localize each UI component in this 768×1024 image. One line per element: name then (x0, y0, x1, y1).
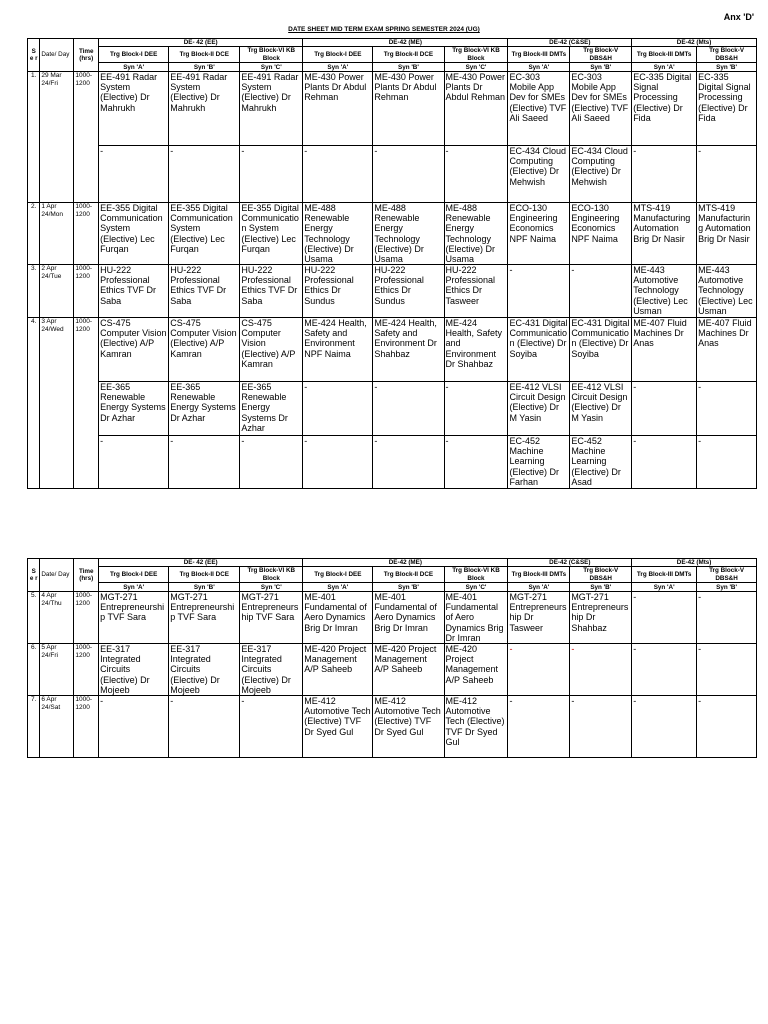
exam-cell: HU-222 Professional Ethics Dr Sundus (303, 265, 373, 318)
exam-cell: HU-222 Professional Ethics Dr Tasweer (444, 265, 508, 318)
exam-cell: MGT-271 Entrepreneurship Dr Tasweer (508, 592, 570, 644)
exam-cell: EC-335 Digital Signal Processing (Elective) Dr Fida (632, 72, 697, 146)
exam-row (28, 318, 757, 382)
exam-cell: - (697, 382, 757, 436)
header-syn: Syn 'B' (570, 583, 632, 592)
exam-cell: - (240, 696, 303, 758)
exam-cell: EC-431 Digital Communication (Elective) Dr Soyiba (508, 318, 570, 382)
header-syn: Syn 'A' (303, 63, 373, 72)
exam-cell: - (632, 696, 697, 758)
exam-cell: EE-355 Digital Communication System (Elective) Lec Furqan (99, 203, 169, 265)
header-block: Trg Block-VI KB Block (444, 567, 508, 583)
exam-cell: CS-475 Computer Vision (Elective) A/P Kamran (99, 318, 169, 382)
exam-cell: ME-420 Project Management A/P Saheeb (303, 644, 373, 696)
header-row-syns (28, 583, 757, 592)
exam-cell: ME-488 Renewable Energy Technology (Elective) Dr Usama (444, 203, 508, 265)
exam-cell: ECO-130 Engineering Economics NPF Naima (508, 203, 570, 265)
exam-cell: EE-491 Radar System (Elective) Dr Mahrukh (240, 72, 303, 146)
header-row-blocks (28, 47, 757, 63)
exam-cell: CS-475 Computer Vision (Elective) A/P Kamran (169, 318, 240, 382)
exam-cell: EC-431 Digital Communication (Elective) Dr Soyiba (570, 318, 632, 382)
header-syn: Syn 'B' (697, 63, 757, 72)
header-block: Trg Block-III DMTs (508, 47, 570, 63)
exam-row (28, 265, 757, 318)
header-syn: Syn 'B' (570, 63, 632, 72)
exam-row (28, 203, 757, 265)
exam-cell: MGT-271 Entrepreneurship TVF Sara (99, 592, 169, 644)
header-block: Trg Block-III DMTs (632, 567, 697, 583)
exam-time: 1000-1200 (74, 72, 99, 203)
exam-cell: EE-365 Renewable Energy Systems Dr Azhar (99, 382, 169, 436)
exam-cell: - (169, 436, 240, 489)
exam-date: 3 Apr 24/Wed (40, 318, 74, 489)
header-group: DE-42 (ME) (303, 39, 508, 47)
date-sheet-table-1 (27, 38, 757, 489)
header-row-groups (28, 39, 757, 47)
exam-cell: ME-424 Health, Safety and Environment Dr Shahbaz (444, 318, 508, 382)
exam-row (28, 644, 757, 696)
exam-cell: - (303, 146, 373, 203)
header-group: DE-42 (ME) (303, 559, 508, 567)
header-date: Date/ Day (40, 559, 74, 592)
exam-cell: MGT-271 Entrepreneurship Dr Shahbaz (570, 592, 632, 644)
exam-cell: ME-488 Renewable Energy Technology (Elective) Dr Usama (373, 203, 444, 265)
serial-number: 7. (28, 696, 40, 758)
exam-cell: - (697, 644, 757, 696)
exam-cell: - (444, 382, 508, 436)
header-date: Date/ Day (40, 39, 74, 72)
exam-time: 1000-1200 (74, 203, 99, 265)
header-syn: Syn 'A' (303, 583, 373, 592)
serial-number: 3. (28, 265, 40, 318)
header-block: Trg Block-VI KB Block (240, 567, 303, 583)
exam-cell: ME-407 Fluid Machines Dr Anas (697, 318, 757, 382)
exam-row (28, 436, 757, 489)
exam-cell: ME-407 Fluid Machines Dr Anas (632, 318, 697, 382)
header-syn: Syn 'A' (508, 583, 570, 592)
header-block: Trg Block-I DEE (303, 567, 373, 583)
header-syn: Syn 'A' (508, 63, 570, 72)
exam-cell: ME-420 Project Management A/P Saheeb (444, 644, 508, 696)
exam-cell: - (632, 146, 697, 203)
header-block: Trg Block-V DBS&H (570, 47, 632, 63)
exam-cell: ME-401 Fundamental of Aero Dynamics Brig Dr Imran (373, 592, 444, 644)
exam-cell: - (632, 436, 697, 489)
exam-cell: - (240, 436, 303, 489)
exam-time: 1000-1200 (74, 644, 99, 696)
exam-date: 29 Mar 24/Fri (40, 72, 74, 203)
annex-label: Anx 'D' (723, 12, 754, 22)
exam-cell: ME-420 Project Management A/P Saheeb (373, 644, 444, 696)
exam-cell: EE-412 VLSI Circuit Design (Elective) Dr M Yasin (570, 382, 632, 436)
serial-number: 4. (28, 318, 40, 489)
exam-cell: ME-401 Fundamental of Aero Dynamics Brig Dr Imran (303, 592, 373, 644)
exam-cell: EE-412 VLSI Circuit Design (Elective) Dr M Yasin (508, 382, 570, 436)
exam-cell: - (303, 436, 373, 489)
exam-cell: - (373, 382, 444, 436)
date-sheet-table-2 (27, 558, 757, 758)
page-title: DATE SHEET MID TERM EXAM SPRING SEMESTER 2024 (UG) (288, 26, 480, 33)
exam-cell: EC-434 Cloud Computing (Elective) Dr Mehwish (570, 146, 632, 203)
exam-cell: - (373, 146, 444, 203)
exam-cell: - (570, 644, 632, 696)
serial-number: 5. (28, 592, 40, 644)
exam-cell: - (697, 592, 757, 644)
header-block: Trg Block-V DBS&H (697, 567, 757, 583)
exam-cell: ME-412 Automotive Tech (Elective) TVF Dr Syed Gul (373, 696, 444, 758)
header-group: DE-42 (C&SE) (508, 39, 632, 47)
exam-cell: ME-424 Health, Safety and Environment Dr Shahbaz (373, 318, 444, 382)
header-syn: Syn 'A' (99, 583, 169, 592)
header-syn: Syn 'B' (697, 583, 757, 592)
exam-cell: ME-488 Renewable Energy Technology (Elective) Dr Usama (303, 203, 373, 265)
exam-date: 6 Apr 24/Sat (40, 696, 74, 758)
header-row-syns (28, 63, 757, 72)
header-syn: Syn 'C' (444, 583, 508, 592)
header-syn: Syn 'B' (169, 583, 240, 592)
exam-time: 1000-1200 (74, 592, 99, 644)
exam-cell: - (240, 146, 303, 203)
header-syn: Syn 'B' (169, 63, 240, 72)
exam-cell: ME-412 Automotive Tech (Elective) TVF Dr Syed Gul (303, 696, 373, 758)
header-block: Trg Block-I DEE (303, 47, 373, 63)
exam-date: 2 Apr 24/Tue (40, 265, 74, 318)
exam-cell: - (632, 382, 697, 436)
exam-time: 1000-1200 (74, 696, 99, 758)
serial-number: 1. (28, 72, 40, 203)
serial-number: 6. (28, 644, 40, 696)
exam-cell: - (570, 265, 632, 318)
header-row-groups (28, 559, 757, 567)
header-syn: Syn 'A' (632, 63, 697, 72)
exam-cell: - (697, 436, 757, 489)
exam-cell: EC-434 Cloud Computing (Elective) Dr Mehwish (508, 146, 570, 203)
exam-cell: ME-443 Automotive Technology (Elective) Lec Usman (697, 265, 757, 318)
exam-cell: - (697, 696, 757, 758)
exam-cell: EE-365 Renewable Energy Systems Dr Azhar (169, 382, 240, 436)
exam-cell: HU-222 Professional Ethics Dr Sundus (373, 265, 444, 318)
exam-cell: MGT-271 Entrepreneurship TVF Sara (240, 592, 303, 644)
exam-cell: - (570, 696, 632, 758)
exam-time: 1000-1200 (74, 265, 99, 318)
exam-cell: - (632, 592, 697, 644)
exam-cell: EE-317 Integrated Circuits (Elective) Dr Mojeeb (240, 644, 303, 696)
exam-cell: EE-491 Radar System (Elective) Dr Mahrukh (169, 72, 240, 146)
exam-cell: HU-222 Professional Ethics TVF Dr Saba (169, 265, 240, 318)
exam-cell: - (508, 644, 570, 696)
exam-date: 5 Apr 24/Fri (40, 644, 74, 696)
header-syn: Syn 'C' (240, 583, 303, 592)
header-syn: Syn 'B' (373, 583, 444, 592)
header-row-blocks (28, 567, 757, 583)
header-block: Trg Block-V DBS&H (697, 47, 757, 63)
exam-cell: ME-412 Automotive Tech (Elective) TVF Dr Syed Gul (444, 696, 508, 758)
exam-cell: - (99, 146, 169, 203)
header-syn: Syn 'A' (99, 63, 169, 72)
exam-cell: - (444, 146, 508, 203)
header-ser: S e r (28, 39, 40, 72)
exam-cell: - (169, 696, 240, 758)
header-block: Trg Block-V DBS&H (570, 567, 632, 583)
header-block: Trg Block-III DMTs (508, 567, 570, 583)
header-block: Trg Block-VI KB Block (444, 47, 508, 63)
exam-cell: HU-222 Professional Ethics TVF Dr Saba (240, 265, 303, 318)
header-ser: S e r (28, 559, 40, 592)
exam-cell: EE-317 Integrated Circuits (Elective) Dr Mojeeb (169, 644, 240, 696)
header-block: Trg Block-I DEE (99, 47, 169, 63)
exam-cell: - (697, 146, 757, 203)
exam-cell: HU-222 Professional Ethics TVF Dr Saba (99, 265, 169, 318)
header-group: DE- 42 (EE) (99, 39, 303, 47)
exam-cell: - (303, 382, 373, 436)
header-block: Trg Block-VI KB Block (240, 47, 303, 63)
exam-row (28, 146, 757, 203)
exam-cell: EE-317 Integrated Circuits (Elective) Dr Mojeeb (99, 644, 169, 696)
header-group: DE-42 (C&SE) (508, 559, 632, 567)
exam-cell: ECO-130 Engineering Economics NPF Naima (570, 203, 632, 265)
exam-cell: ME-430 Power Plants Dr Abdul Rehman (303, 72, 373, 146)
exam-time: 1000-1200 (74, 318, 99, 489)
exam-cell: EC-452 Machine Learning (Elective) Dr Farhan (508, 436, 570, 489)
exam-cell: - (632, 644, 697, 696)
exam-cell: - (99, 696, 169, 758)
header-syn: Syn 'C' (240, 63, 303, 72)
exam-cell: ME-430 Power Plants Dr Abdul Rehman (373, 72, 444, 146)
exam-cell: ME-424 Health, Safety and Environment NPF Naima (303, 318, 373, 382)
header-block: Trg Block-II DCE (373, 567, 444, 583)
header-syn: Syn 'C' (444, 63, 508, 72)
exam-cell: MGT-271 Entrepreneurship TVF Sara (169, 592, 240, 644)
header-group: DE-42 (Mts) (632, 39, 757, 47)
exam-cell: - (508, 265, 570, 318)
exam-cell: EC-452 Machine Learning (Elective) Dr Asad (570, 436, 632, 489)
header-group: DE-42 (Mts) (632, 559, 757, 567)
header-block: Trg Block-III DMTs (632, 47, 697, 63)
exam-row (28, 696, 757, 758)
exam-cell: EE-355 Digital Communication System (Elective) Lec Furqan (169, 203, 240, 265)
header-block: Trg Block-II DCE (169, 567, 240, 583)
header-group: DE- 42 (EE) (99, 559, 303, 567)
exam-date: 1 Apr 24/Mon (40, 203, 74, 265)
exam-cell: ME-401 Fundamental of Aero Dynamics Brig Dr Imran (444, 592, 508, 644)
exam-cell: ME-430 Power Plants Dr Abdul Rehman (444, 72, 508, 146)
exam-cell: MTS-419 Manufacturing Automation Brig Dr Nasir (632, 203, 697, 265)
exam-cell: ME-443 Automotive Technology (Elective) Lec Usman (632, 265, 697, 318)
exam-date: 4 Apr 24/Thu (40, 592, 74, 644)
exam-cell: - (99, 436, 169, 489)
header-time: Time (hrs) (74, 559, 99, 592)
header-syn: Syn 'B' (373, 63, 444, 72)
exam-row (28, 382, 757, 436)
exam-cell: - (169, 146, 240, 203)
exam-cell: - (444, 436, 508, 489)
exam-cell: CS-475 Computer Vision (Elective) A/P Kamran (240, 318, 303, 382)
exam-cell: MTS-419 Manufacturing Automation Brig Dr Nasir (697, 203, 757, 265)
exam-cell: EC-303 Mobile App Dev for SMEs (Elective) TVF Ali Saeed (508, 72, 570, 146)
exam-cell: EE-365 Renewable Energy Systems Dr Azhar (240, 382, 303, 436)
exam-cell: - (373, 436, 444, 489)
exam-cell: - (508, 696, 570, 758)
header-block: Trg Block-II DCE (373, 47, 444, 63)
serial-number: 2. (28, 203, 40, 265)
exam-cell: EE-491 Radar System (Elective) Dr Mahrukh (99, 72, 169, 146)
header-block: Trg Block-II DCE (169, 47, 240, 63)
exam-cell: EC-335 Digital Signal Processing (Elective) Dr Fida (697, 72, 757, 146)
header-syn: Syn 'A' (632, 583, 697, 592)
header-time: Time (hrs) (74, 39, 99, 72)
exam-cell: EE-355 Digital Communication System (Elective) Lec Furqan (240, 203, 303, 265)
exam-row (28, 72, 757, 146)
exam-row (28, 592, 757, 644)
header-block: Trg Block-I DEE (99, 567, 169, 583)
exam-cell: EC-303 Mobile App Dev for SMEs (Elective) TVF Ali Saeed (570, 72, 632, 146)
